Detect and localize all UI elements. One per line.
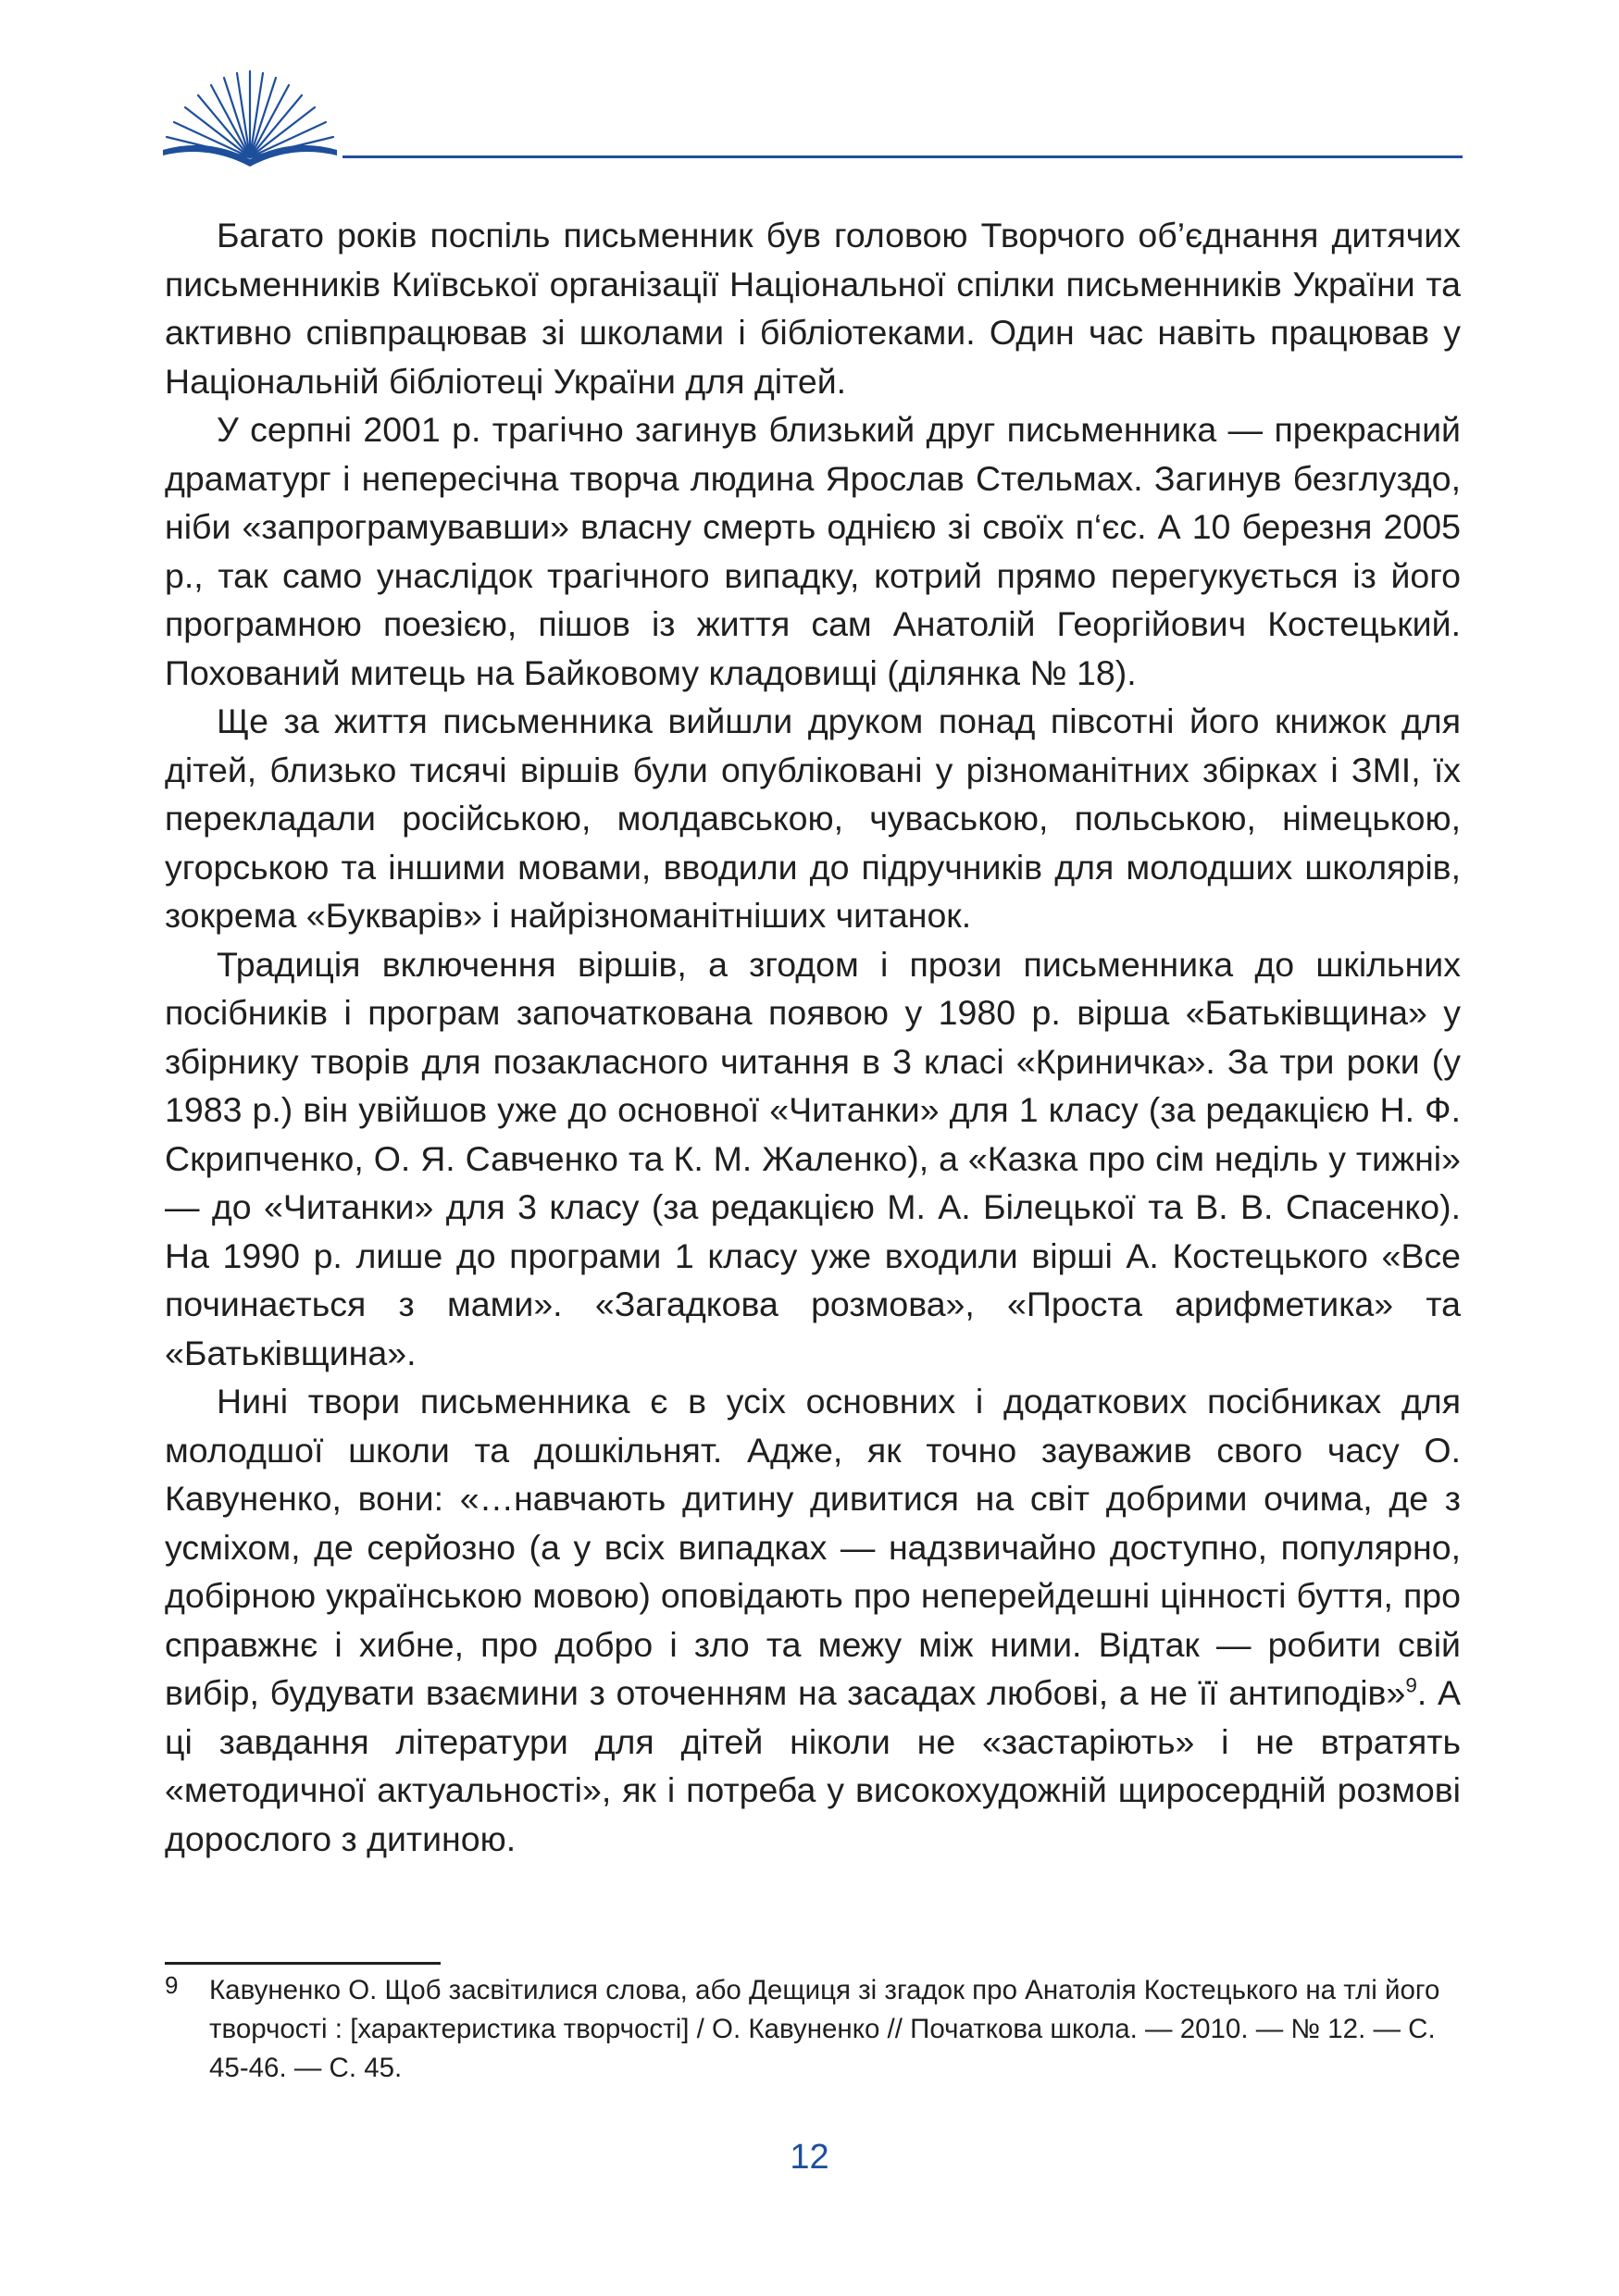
- header-rule: [342, 155, 1463, 158]
- footnote-number: 9: [165, 1971, 179, 1999]
- paragraph: Традиція включення віршів, а згодом і прози письменника до шкільних посібників і програм започаткована появою у 1980 р. вірша «Батьківщина» у збірнику творів для позакласного читання в 3 класі «Криничка». За три роки (у 1983 р.) він увійшов уже до основної «Читанки» для 1 класу (за редакцією Н. Ф. Скрипченко, О. Я. Савченко та К. М. Жаленко), а «Казка про сім неділь у тижні» — до «Читанки» для 3 класу (за редакцією М. А. Білецької та В. В. Спасенко). На 1990 р. лише до програми 1 класу уже входили вірші А. Костецького «Все починається з мами». «Загадкова розмова», «Проста арифметика» та «Батьківщина».: [165, 944, 1461, 1372]
- footnote-text: Кавуненко О. Щоб засвітилися слова, або Дещиця зі згадок про Анатолія Костецького на тлі його творчості : [характеристика творчості] / О. Кавуненко // Початкова школа. — 2010. — № 12. — С. 45-46. — С. 45.: [209, 1975, 1440, 2083]
- paragraph-text: Нині твори письменника є в усіх основних і додаткових посібниках для молодшої школи та дошкільнят. Адже, як точно зауважив свого часу О. Кавуненко, вони: «…навчають дитину дивитися на світ добрими очима, де з усміхом, де серйозно (а у всіх випадках — надзвичайно доступно, популярно, добірною українською мовою) оповідають про неперейдешні цінності буття, про справжнє і хибне, про добро і зло та межу між ними. Відтак — робити свій вибір, будувати взаємини з оточенням на засадах любові, а не її антиподів»: [165, 1382, 1461, 1712]
- body-text: [165, 211, 1461, 1863]
- footnote-reference[interactable]: 9: [1405, 1673, 1417, 1697]
- open-book-icon: [157, 65, 342, 176]
- paragraph: У серпні 2001 р. трагічно загинув близький друг письменника — прекрасний драматург і непересічна творча людина Ярослав Стельмах. Загинув безглуздо, ніби «запрограмувавши» власну смерть однією зі своїх п‘єс. А 10 березня 2005 р., так само унаслідок трагічного випадку, котрий прямо перегукується із його програмною поезією, пішов із життя сам Анатолій Георгійович Костецький. Похований митець на Байковому кладовищі (ділянка № 18).: [165, 410, 1461, 692]
- footnote-separator: [165, 1962, 441, 1965]
- footnote: [165, 1971, 1461, 2088]
- paragraph-last: [165, 1377, 1461, 1863]
- paragraph: Багато років поспіль письменник був головою Творчого об’єднання дитячих письменників Київської організації Національної спілки письменників України та активно співпрацював зі школами і бібліотеками. Один час навіть працював у Національній бібліотеці України для дітей.: [165, 216, 1461, 401]
- paragraph: Ще за життя письменника вийшли друком понад півсотні його книжок для дітей, близько тисячі віршів були опубліковані у різноманітних збірках і ЗМІ, їх перекладали російською, молдавською, чуваською, польською, німецькою, угорською та іншими мовами, вводили до підручників для молодших школярів, зокрема «Букварів» і найрізноманітніших читанок.: [165, 701, 1461, 935]
- page-number: 12: [790, 2138, 829, 2177]
- paragraph-text: . А ці завдання літератури для дітей ніколи не «застаріють» і не втратять «методичної актуальності», як і потреба у високохудожній щиросердній розмові дорослого з дитиною.: [165, 1673, 1461, 1858]
